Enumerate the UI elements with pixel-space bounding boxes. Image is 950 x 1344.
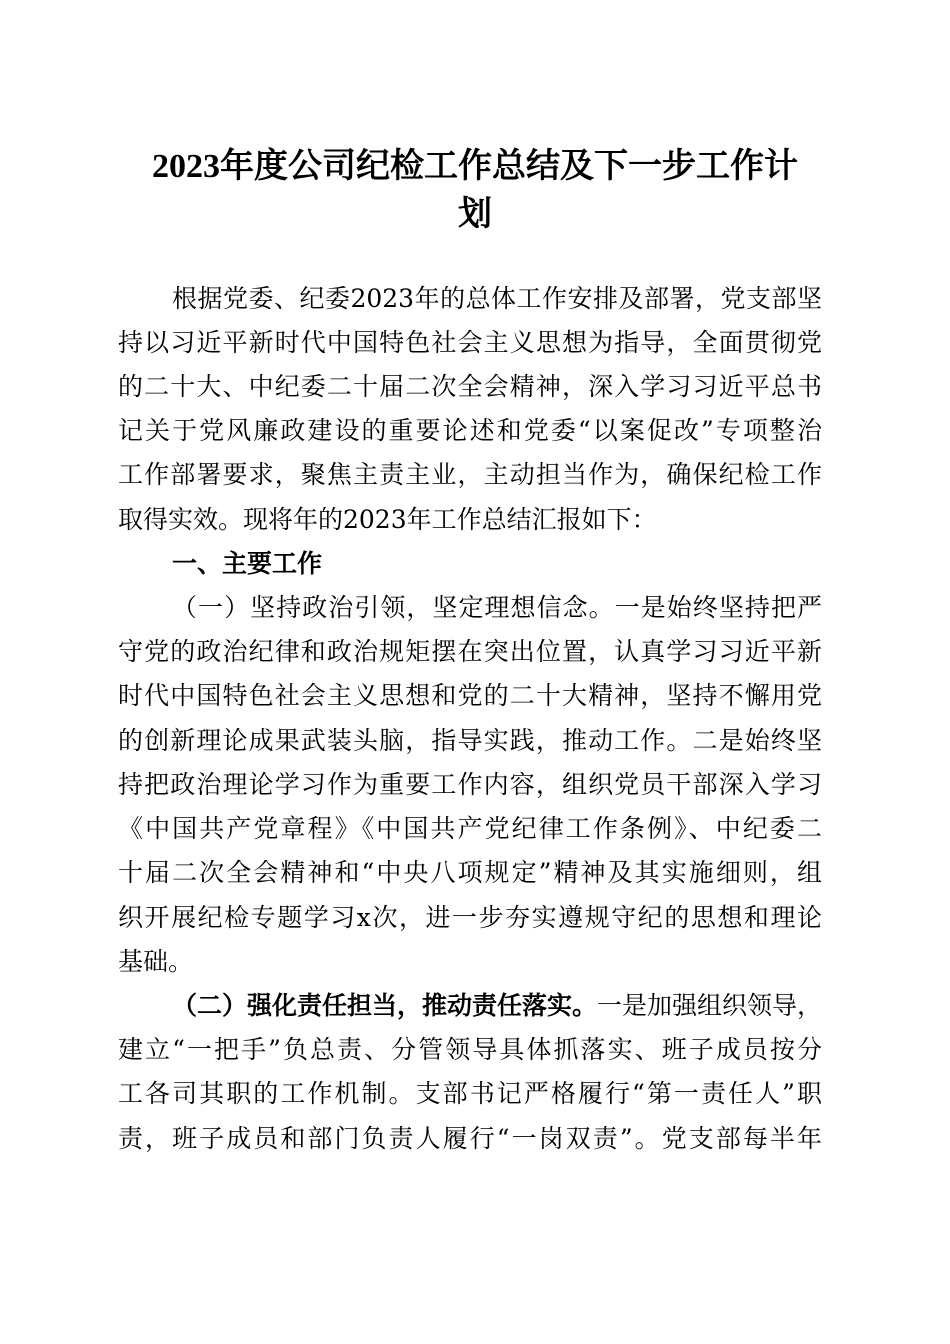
section1-line: 守党的政治纪律和政治规矩摆在突出位置，认真学习习近平新: [118, 637, 822, 666]
section2-first-line: [172, 991, 822, 1021]
section1-line: 时代中国特色社会主义思想和党的二十大精神，坚持不懈用党: [118, 681, 822, 710]
intro-line: 记关于党风廉政建设的重要论述和党委“以案促改”专项整治: [118, 416, 822, 445]
section1-line: 织开展纪检专题学习x次，进一步夯实遵规守纪的思想和理论: [118, 903, 822, 932]
intro-line: 工作部署要求，聚焦主责主业，主动担当作为，确保纪检工作: [118, 460, 822, 489]
section1-lead: （一）坚持政治引领，坚定理想信念。: [172, 593, 615, 622]
section1-first-rest: 一是始终坚持把严: [614, 593, 822, 622]
intro-line: 持以习近平新时代中国特色社会主义思想为指导，全面贯彻党: [118, 328, 822, 357]
document-title-line1: 2023年度公司纪检工作总结及下一步工作计: [152, 148, 798, 185]
section2-line: 责，班子成员和部门负责人履行“一岗双责”。党支部每半年: [118, 1124, 822, 1153]
section1-line: 《中国共产党章程》《中国共产党纪律工作条例》、中纪委二: [118, 814, 822, 843]
intro-line: 的二十大、中纪委二十届二次全会精神，深入学习习近平总书: [118, 372, 822, 401]
section1-line: 的创新理论成果武装头脑，指导实践，推动工作。二是始终坚: [118, 726, 822, 755]
section-heading: 一、主要工作: [172, 549, 323, 578]
section1-line: 持把政治理论学习作为重要工作内容，组织党员干部深入学习: [118, 770, 822, 799]
section1-first-line: [172, 593, 822, 623]
section1-line: 十届二次全会精神和“中央八项规定”精神及其实施细则，组: [118, 858, 822, 887]
intro-line: 取得实效。现将年的2023年工作总结汇报如下：: [118, 505, 657, 534]
section2-lead: （二）强化责任担当，推动责任落实。: [172, 991, 598, 1020]
document-title-line2: 划: [458, 196, 492, 233]
section2-line: 工各司其职的工作机制。支部书记严格履行“第一责任人”职: [118, 1079, 822, 1108]
section2-line: 建立“一把手”负总责、分管领导具体抓落实、班子成员按分: [118, 1035, 822, 1064]
section2-first-rest: 一是加强组织领导，: [597, 991, 823, 1020]
section1-line: 基础。: [118, 947, 194, 976]
intro-line: 根据党委、纪委2023年的总体工作安排及部署，党支部坚: [172, 284, 822, 313]
